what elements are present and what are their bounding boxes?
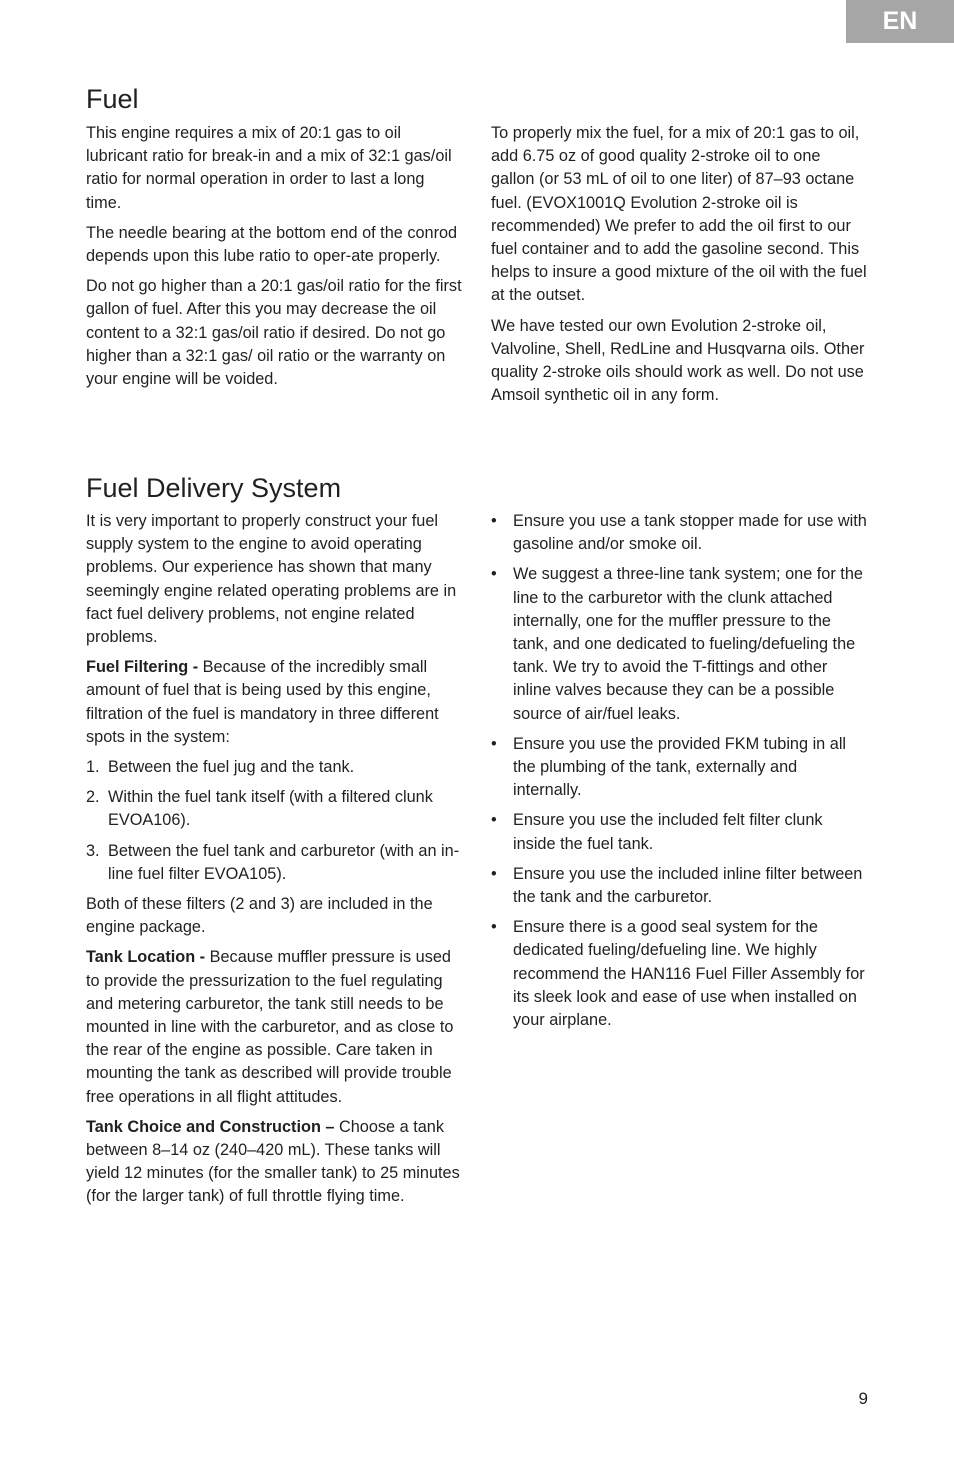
bullet-icon: • <box>491 918 497 937</box>
list-item <box>491 863 868 909</box>
fuel-paragraph: To properly mix the fuel, for a mix of 20:1 gas to oil, add 6.75 oz of good quality 2-stroke oil to one gallon (or 53 mL of oil to one liter) of 87–93 octane fuel. (EVOX1001Q Evolution 2-stroke oil is recommended) We prefer to add the oil first to our fuel container and to add the gasoline second. This helps to insure a good mixture of the oil with the fuel at the outset. <box>491 124 867 305</box>
list-item <box>86 786 462 832</box>
fuel-right-column <box>491 122 868 414</box>
fuel-paragraph: The needle bearing at the bottom end of the conrod depends upon this lube ratio to oper-ate properly. <box>86 223 458 266</box>
step-text: Between the fuel jug and the tank. <box>108 758 355 777</box>
bullet-text: We suggest a three-line tank system; one for the line to the carburetor with the clunk attached internally, one for the muffler pressure to the tank, and one dedicated to fueling/defueling the tank. We try to avoid the T-fittings and other inline valves because they can be a possible source of air/fuel leaks. <box>513 565 863 723</box>
bullet-text: Ensure you use a tank stopper made for use with gasoline and/or smoke oil. <box>513 512 867 554</box>
tank-choice-text: Choose a tank between 8–14 oz (240–420 mL). These tanks will yield 12 minutes (for the smaller tank) to 25 minutes (for the larger tank) of full throttle flying time. <box>86 1117 460 1206</box>
fuel-paragraph: We have tested our own Evolution 2-stroke oil, Valvoline, Shell, RedLine and Husqvarna oils. Other quality 2-stroke oils should work as well. Do not use Amsoil synthetic oil in any form. <box>491 316 865 405</box>
bullet-text: Ensure there is a good seal system for the dedicated fueling/defueling line. We highly recommend the HAN116 Fuel Filler Assembly for its sleek look and ease of use when installed on your airplane. <box>513 918 865 1030</box>
list-item <box>491 809 868 855</box>
list-item <box>491 733 868 803</box>
list-item <box>86 756 462 779</box>
list-item <box>86 840 462 886</box>
tank-location-paragraph <box>86 946 462 1108</box>
step-number: 2. <box>86 788 100 807</box>
fuel-filtering-paragraph <box>86 656 462 749</box>
fuel-filtering-text: Because of the incredibly small amount of fuel that is being used by this engine, filtration of the fuel is mandatory in three different spots in the system: <box>86 658 439 746</box>
bullet-icon: • <box>491 811 497 830</box>
tank-location-lead: Tank Location - <box>86 948 206 967</box>
bullet-text: Ensure you use the included inline filter between the tank and the carburetor. <box>513 864 863 907</box>
tank-bullets-list <box>491 510 868 1032</box>
tank-location-text: Because muffler pressure is used to provide the pressurization to the fuel regulating and metering carburetor, the tank still needs to be mounted in line with the carburetor, and as close to the rear of the engine as possible. Care taken in mounting the tank as described will provide trouble free operations in all flight attitudes. <box>86 948 454 1106</box>
filters-note: Both of these filters (2 and 3) are included in the engine package. <box>86 895 433 937</box>
bullet-text: Ensure you use the provided FKM tubing in all the plumbing of the tank, externally and internally. <box>513 734 847 800</box>
fuel-heading: Fuel <box>86 84 139 114</box>
bullet-icon: • <box>491 512 497 530</box>
delivery-right-column <box>491 510 868 1039</box>
list-item <box>491 563 868 725</box>
fuel-filtering-lead: Fuel Filtering - <box>86 658 199 677</box>
page-number: 9 <box>858 1389 868 1408</box>
fuel-delivery-heading: Fuel Delivery System <box>86 473 342 503</box>
fuel-left-column <box>86 122 462 398</box>
list-item <box>491 510 868 556</box>
bullet-icon: • <box>491 734 497 753</box>
step-text: Between the fuel tank and carburetor (with an in-line fuel filter EVOA105). <box>108 841 460 883</box>
delivery-intro: It is very important to properly construct your fuel supply system to the engine to avoid operating problems. Our experience has shown that many seemingly engine related operating problems are in fact fuel delivery problems, not engine related problems. <box>86 512 457 647</box>
fuel-paragraph: This engine requires a mix of 20:1 gas to oil lubricant ratio for break-in and a mix of 32:1 gas/oil ratio for normal operation in order to last a long time. <box>86 124 452 212</box>
tank-choice-lead: Tank Choice and Construction – <box>86 1117 335 1136</box>
step-text: Within the fuel tank itself (with a filtered clunk EVOA106). <box>108 788 433 830</box>
list-item <box>491 916 868 1032</box>
delivery-left-column <box>86 510 462 1216</box>
bullet-icon: • <box>491 565 497 584</box>
filter-steps-list <box>86 756 462 886</box>
tank-choice-paragraph <box>86 1116 462 1209</box>
bullet-icon: • <box>491 864 497 883</box>
step-number: 1. <box>86 758 100 777</box>
language-tab: EN <box>846 0 954 43</box>
fuel-paragraph: Do not go higher than a 20:1 gas/oil ratio for the first gallon of fuel. After this you may decrease the oil content to a 32:1 gas/oil ratio if desired. Do not go higher than a 32:1 gas/ oil ratio or the warranty on your engine will be voided. <box>86 277 462 389</box>
step-number: 3. <box>86 841 100 860</box>
bullet-text: Ensure you use the included felt filter clunk inside the fuel tank. <box>513 811 823 853</box>
